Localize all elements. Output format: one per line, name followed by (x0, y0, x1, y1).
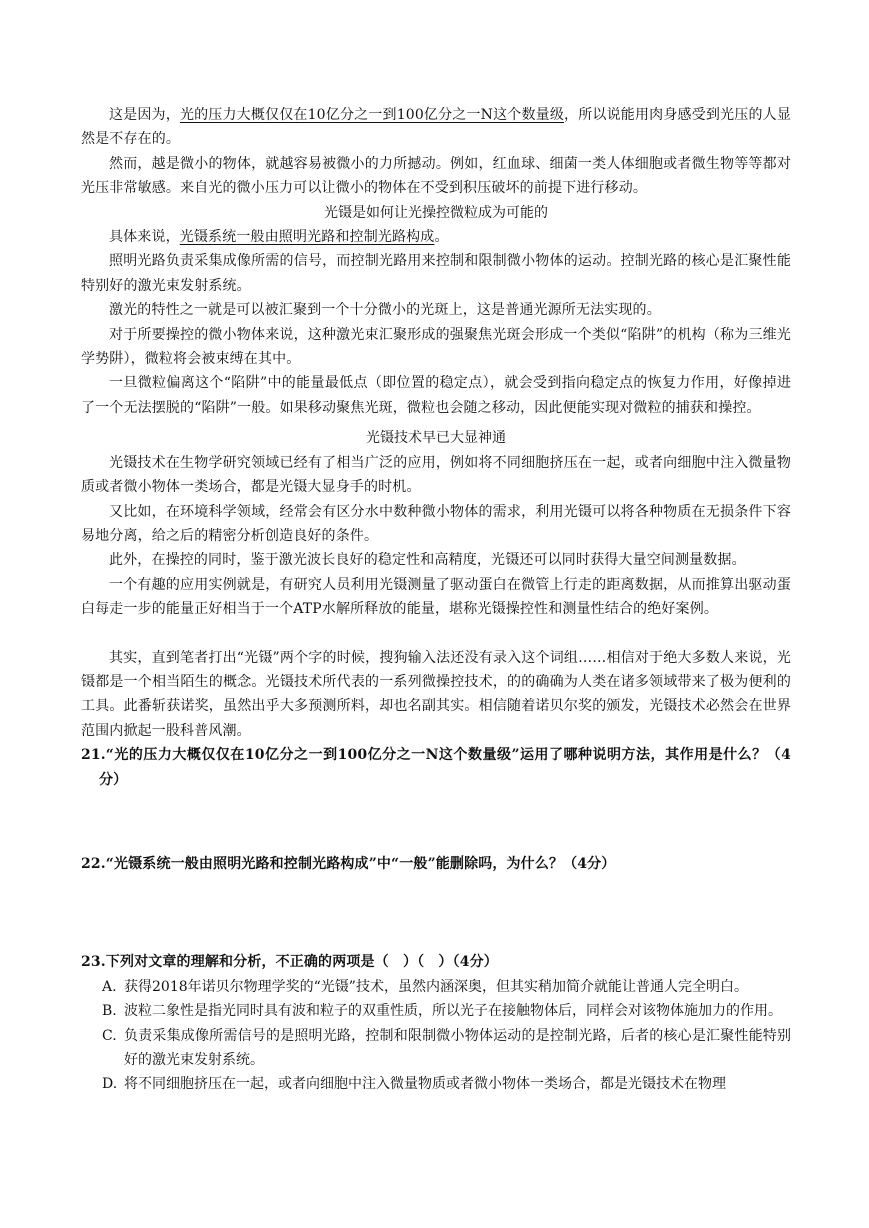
options-list (81, 975, 791, 1097)
paragraph: 激光的特性之一就是可以被汇聚到一个十分微小的光斑上，这是普通光源所无法实现的。 (109, 302, 661, 319)
question-22: 22.“光镊系统一般由照明光路和控制光路构成”中“一般”能删除吗，为什么？（4分） (81, 855, 616, 872)
option-letter: B. (102, 1003, 117, 1020)
option-a (102, 975, 791, 999)
paragraph: 光镊技术在生物学研究领域已经有了相当广泛的应用，例如将不同细胞挤压在一起，或者向细胞中注入微量物质或者微小物体一类场合，都是光镊大显身手的时机。 (81, 454, 791, 496)
section-heading: 光镊技术早已大显神通 (366, 430, 506, 447)
paragraph-closing: 其实，直到笔者打出“光镊”两个字的时候，搜狗输入法还没有录入这个词组……相信对于绝大多数人来说，光镊都是一个相当陌生的概念。光镊技术所代表的一系列微操控技术，的的确确为人类在诸多领域带来了极为便利的工具。此番斩获诺奖，虽然出乎大多预测所料，却也名副其实。相信随着诺贝尔奖的颁发，光镊技术必然会在世界范围内掀起一股科普风潮。 (81, 649, 791, 739)
question-23: 23.下列对文章的理解和分析，不正确的两项是（ ）（ ）（4分） (81, 954, 498, 971)
option-b (102, 999, 791, 1023)
option-text: 波粒二象性是指光同时具有波和粒子的双重性质，所以光子在接触物体后，同样会对该物体施加力的作用。 (124, 1003, 782, 1020)
paragraph: 照明光路负责采集成像所需的信号，而控制光路用来控制和限制微小物体的运动。控制光路的核心是汇聚性能特别好的激光束发射系统。 (81, 253, 791, 294)
spacer (81, 622, 791, 646)
option-c (102, 1024, 791, 1073)
document-page (81, 103, 791, 1097)
option-d (102, 1072, 791, 1096)
paragraph: 又比如，在环境科学领域，经常会有区分水中数种微小物体的需求，利用光镊可以将各种物质在无损条件下容易地分离，给之后的精密分析创造良好的条件。 (81, 503, 791, 544)
option-text: 负责采集成像所需信号的是照明光路，控制和限制微小物体运动的是控制光路，后者的核心是汇聚性能特别好的激光束发射系统。 (124, 1027, 791, 1068)
section-heading: 光镊是如何让光操控微粒成为可能的 (324, 204, 548, 221)
paragraph: 对于所要操控的微小物体来说，这种激光束汇聚形成的强聚焦光斑会形成一个类似“陷阱”的机构（称为三维光学势阱），微粒将会被束缚在其中。 (81, 326, 791, 368)
text-segment: 这是因为， (109, 107, 180, 123)
paragraph-system-composition (81, 225, 791, 249)
text-segment: 具体来说， (109, 229, 180, 246)
option-letter: D. (102, 1076, 118, 1093)
option-letter: C. (102, 1027, 117, 1044)
underlined-sentence: 光的压力大概仅仅在10亿分之一到100亿分之一N这个数量级 (179, 107, 565, 123)
paragraph: 此外，在操控的同时，鉴于激光波长良好的稳定性和高精度，光镊还可以同时获得大量空间测量数据。 (109, 552, 746, 569)
answer-space (81, 876, 791, 950)
option-letter: A. (102, 978, 117, 995)
option-text: 将不同细胞挤压在一起，或者向细胞中注入微量物质或者微小物体一类场合，都是光镊技术在物理 (124, 1076, 726, 1093)
paragraph: 一旦微粒偏离这个“陷阱”中的能量最低点（即位置的稳定点），就会受到指向稳定点的恢复力作用，好像掉进了一个无法摆脱的“陷阱”一般。如果移动聚焦光斑，微粒也会随之移动，因此便能实现对微粒的捕获和操控。 (81, 375, 791, 416)
paragraph: 然而，越是微小的物体，就越容易被微小的力所撼动。例如，红血球、细菌一类人体细胞或者微生物等等都对光压非常敏感。来自光的微小压力可以让微小的物体在不受到积压破坏的前提下进行移动。 (81, 155, 791, 197)
text-segment: 。 (434, 229, 449, 246)
question-21: 21.“光的压力大概仅仅在10亿分之一到100亿分之一N这个数量级”运用了哪种说明方法，其作用是什么？（4分） (81, 747, 791, 788)
option-text: 获得2018年诺贝尔物理学奖的“光镊”技术，虽然内涵深奥，但其实稍加简介就能让普通人完全明白。 (124, 978, 748, 995)
paragraph: 一个有趣的应用实例就是，有研究人员利用光镊测量了驱动蛋白在微管上行走的距离数据，从而推算出驱动蛋白每走一步的能量正好相当于一个ATP水解所释放的能量，堪称光镊操控性和测量性结合的绝好案例。 (81, 576, 791, 618)
answer-space (81, 792, 791, 852)
paragraph-light-pressure (81, 103, 791, 152)
underlined-sentence: 光镊系统一般由照明光路和控制光路构成 (179, 229, 435, 246)
text-segment: ，所以说能用肉身感受到光压的人显然是不存在的。 (81, 107, 792, 148)
